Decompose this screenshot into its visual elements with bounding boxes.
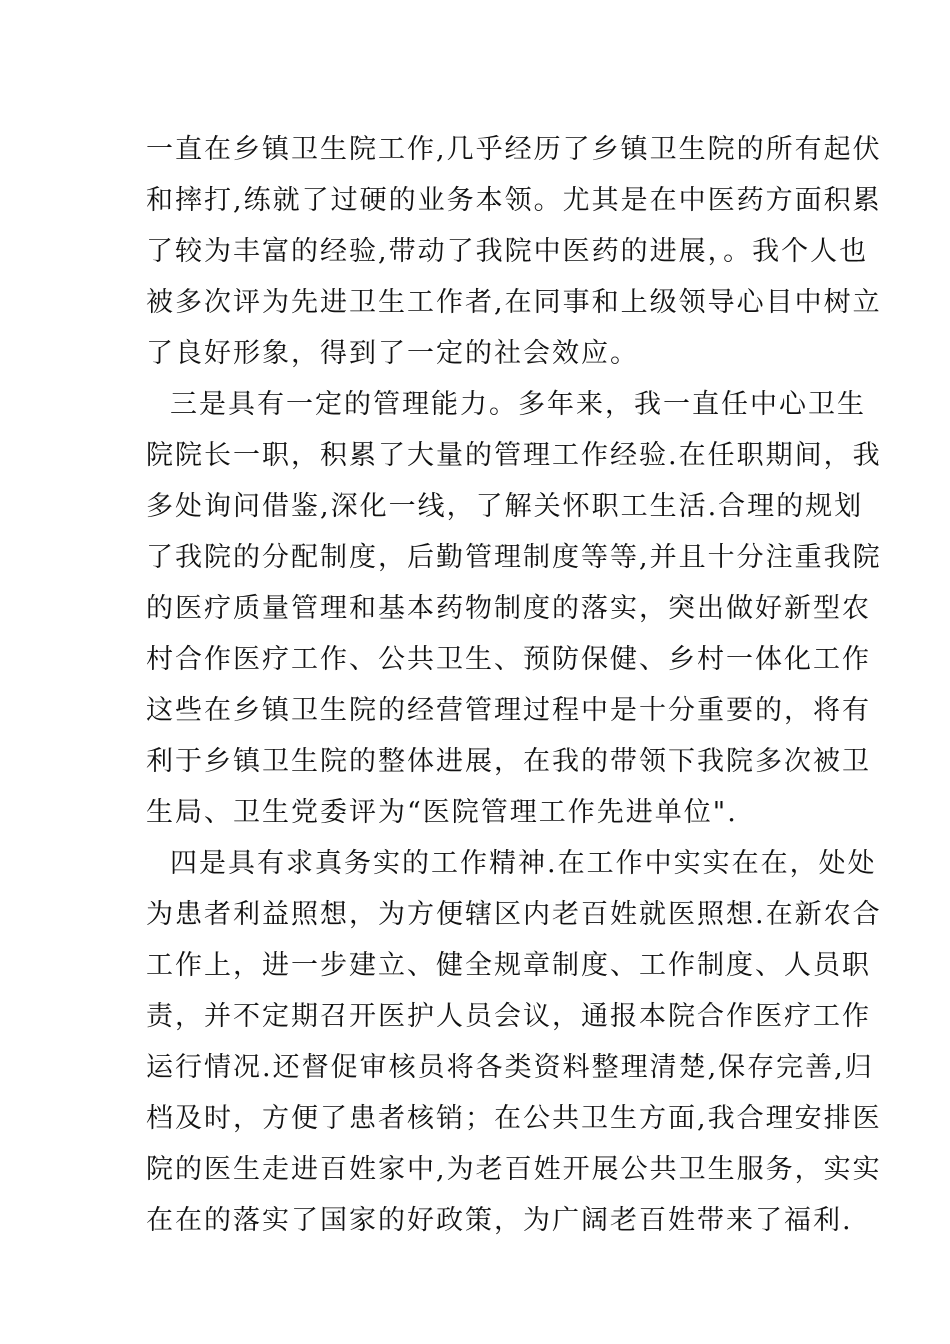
text-line: 的医疗质量管理和基本药物制度的落实，突出做好新型农: [146, 593, 871, 624]
text-line: 这些在乡镇卫生院的经营管理过程中是十分重要的，将有: [146, 695, 871, 726]
text-line: 一直在乡镇卫生院工作,几乎经历了乡镇卫生院的所有起伏: [146, 134, 882, 165]
document-body: [146, 124, 882, 1246]
text-line: 四是具有求真务实的工作精神.在工作中实实在在，处处: [170, 848, 877, 879]
text-line: 和摔打,练就了过硬的业务本领。尤其是在中医药方面积累: [146, 185, 882, 216]
text-line: 工作上，进一步建立、健全规章制度、工作制度、人员职: [146, 950, 871, 981]
text-line: 村合作医疗工作、公共卫生、预防保健、乡村一体化工作: [146, 644, 871, 675]
text-line: 院院长一职，积累了大量的管理工作经验.在任职期间，我: [146, 440, 882, 471]
text-line: 院的医生走进百姓家中,为老百姓开展公共卫生服务，实实: [146, 1154, 882, 1185]
text-line: 了我院的分配制度，后勤管理制度等等,并且十分注重我院: [146, 542, 882, 573]
text-line: 了良好形象，得到了一定的社会效应。: [146, 338, 639, 369]
paragraph-3: [146, 838, 882, 1246]
text-line: 三是具有一定的管理能力。多年来，我一直任中心卫生: [170, 389, 866, 420]
text-line: 为患者利益照想，为方便辖区内老百姓就医照想.在新农合: [146, 899, 882, 930]
text-line: 多处询问借鉴,深化一线，了解关怀职工生活.合理的规划: [146, 491, 864, 522]
text-line: 责，并不定期召开医护人员会议，通报本院合作医疗工作: [146, 1001, 871, 1032]
text-line: 了较为丰富的经验,带动了我院中医药的进展，。我个人也: [146, 236, 869, 267]
text-line: 被多次评为先进卫生工作者,在同事和上级领导心目中树立: [146, 287, 882, 318]
text-line: 生局、卫生党委评为“医院管理工作先进单位".: [146, 797, 738, 828]
text-line: 运行情况.还督促审核员将各类资料整理清楚,保存完善,归: [146, 1052, 874, 1083]
text-line: 档及时，方便了患者核销；在公共卫生方面,我合理安排医: [146, 1103, 882, 1134]
paragraph-2: [146, 379, 882, 838]
paragraph-1: [146, 124, 882, 379]
text-line: 在在的落实了国家的好政策，为广阔老百姓带来了福利.: [146, 1205, 853, 1236]
text-line: 利于乡镇卫生院的整体进展，在我的带领下我院多次被卫: [146, 746, 871, 777]
